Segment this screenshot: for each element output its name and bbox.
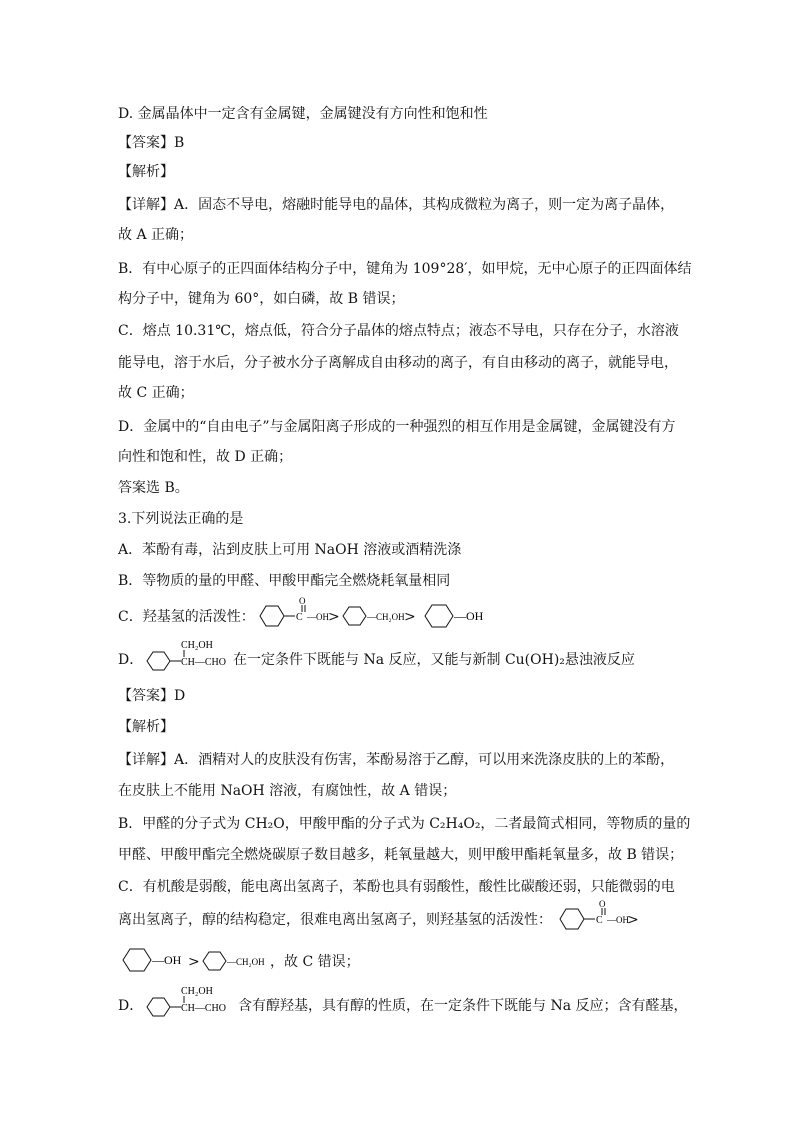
benzoic-acid-structure [255,596,335,632]
text-line: B．甲醛的分子式为 CH₂O，甲酸甲酯的分子式为 C₂H₄O₂，二者最简式相同，等物质的量的 [118,816,691,832]
phenol-structure [118,942,198,978]
text-line: C．熔点 10.31℃，熔点低，符合分子晶体的熔点特点；液态不导电，只存在分子，水溶液 [118,323,679,339]
option-a: A．苯酚有毒，沾到皮肤上可用 NaOH 溶液或酒精洗涤 [118,542,462,558]
hydroxy-aldehyde-structure [143,638,239,674]
text-line: 构分子中，键角为 60°，如白磷，故 B 错误； [118,291,405,307]
greater-than: > [627,912,639,928]
analysis-label: 【解析】 [118,164,174,180]
text-line: D．金属中的“自由电子”与金属阳离子形成的一种强烈的相互作用是金属键，金属键没有方 [118,419,676,435]
benzoic-acid-structure [555,899,635,935]
greater-than: > [188,954,200,970]
text-line: 向性和饱和性，故 D 正确； [118,449,293,465]
text-line: C．有机酸是弱酸，能电离出氢离子，苯酚也具有弱酸性，酸性比碳酸还弱，只能微弱的电 [118,879,675,895]
text-line: 在皮肤上不能用 NaOH 溶液，有腐蚀性，故 A 错误； [118,783,457,799]
svg-text:—OH: —OH [607,915,629,925]
svg-text:—CH₂OH: —CH₂OH [367,612,405,622]
hydroxy-aldehyde-structure [143,984,239,1020]
greater-than: > [328,609,340,625]
svg-text:—OH: —OH [307,612,329,622]
svg-text:C: C [296,612,303,623]
phenol-structure [420,598,500,634]
text-line: 含有醇羟基，具有醇的性质，在一定条件下既能与 Na 反应；含有醛基， [238,998,688,1014]
svg-text:CH—CHO: CH—CHO [181,1003,227,1014]
text-line: 故 C 正确； [118,385,194,401]
svg-text:—CH₂OH: —CH₂OH [227,957,265,967]
svg-text:O: O [599,899,606,909]
text-line: 故 A 正确； [118,227,194,243]
option-d-text: 在一定条件下既能与 Na 反应，又能与新制 Cu(OH)₂悬浊液反应 [233,652,635,668]
text-line: D. 金属晶体中一定含有金属键，金属键没有方向性和饱和性 [118,106,488,122]
answer-label: 【答案】B [118,135,185,151]
greater-than: > [404,609,416,625]
text-line: D． [118,998,144,1014]
text-line: B．有中心原子的正四面体结构分子中，键角为 109°28′，如甲烷，无中心原子的正四面体结 [118,261,692,277]
benzyl-alcohol-structure [200,945,280,977]
svg-text:C: C [596,915,603,926]
analysis-label: 【解析】 [118,719,174,735]
answer-label: 【答案】D [118,688,186,704]
option-d-label: D． [118,652,144,668]
svg-text:CH₂OH: CH₂OH [181,640,213,651]
option-c-label: C．羟基氢的活泼性： [118,609,255,625]
question-title: 3.下列说法正确的是 [118,511,244,527]
carbonyl-o: O [299,596,306,606]
text-line: ，故 C 错误； [270,954,360,970]
svg-text:—OH: —OH [152,953,182,967]
text-line: 离出氢离子，醇的结构稳定，很难电离出氢离子，则羟基氢的活泼性： [118,912,552,928]
text-line: 甲醛、甲酸甲酯完全燃烧碳原子数目越多，耗氧量越大，则甲酸甲酯耗氧量多，故 B 错误； [118,847,684,863]
svg-text:—OH: —OH [454,609,484,623]
option-b: B．等物质的量的甲醛、甲酸甲酯完全燃烧耗氧量相同 [118,573,451,589]
text-line: 【详解】A．酒精对人的皮肤没有伤害，苯酚易溶于乙醇，可以用来洗涤皮肤的上的苯酚， [118,752,675,768]
text-line: 答案选 B。 [118,480,189,496]
svg-text:CH₂OH: CH₂OH [181,986,213,997]
text-line: 【详解】A．固态不导电，熔融时能导电的晶体，其构成微粒为离子，则一定为离子晶体， [118,197,675,213]
text-line: 能导电，溶于水后，分子被水分子离解成自由移动的离子，有自由移动的离子，就能导电， [118,355,678,371]
svg-text:CH—CHO: CH—CHO [181,657,227,668]
